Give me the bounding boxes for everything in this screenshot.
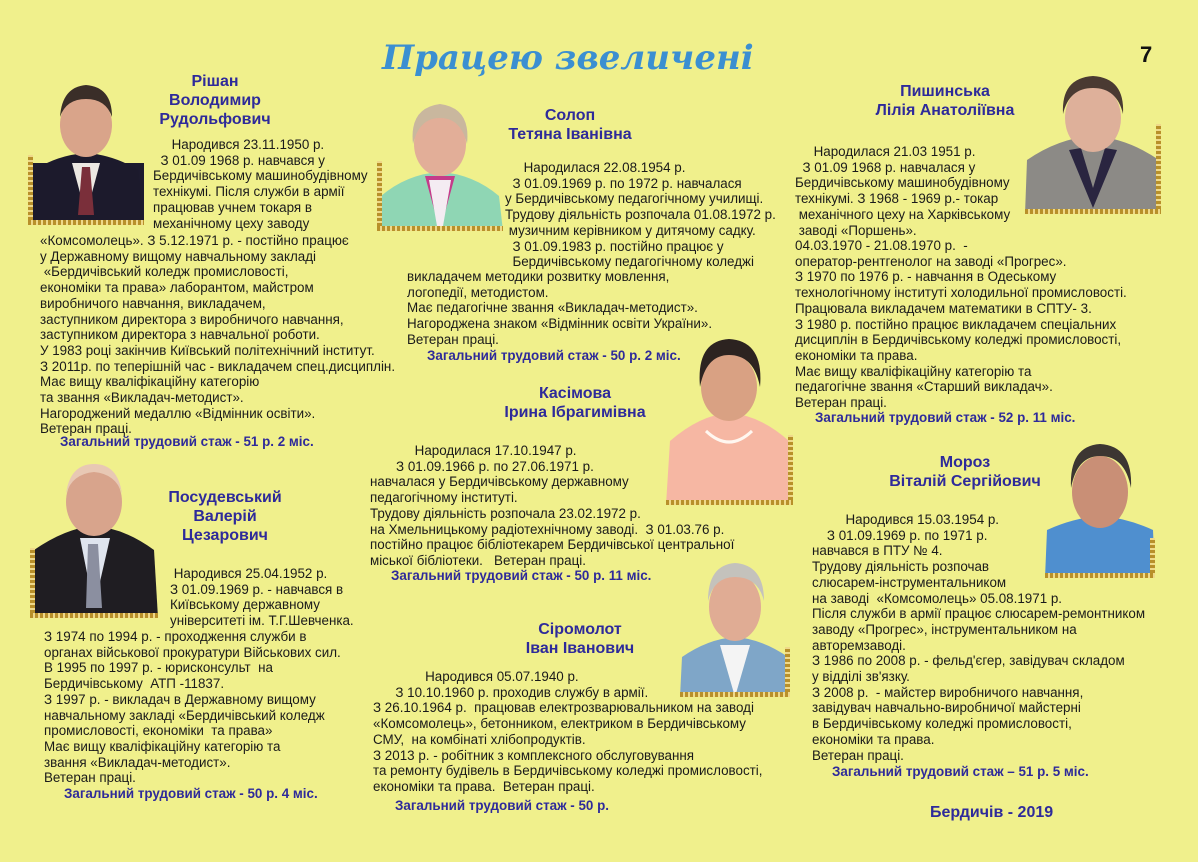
patronymic: Цезарович [182,527,268,544]
portrait-rishan [28,75,144,225]
work-experience-solop: Загальний трудовий стаж - 50 р. 2 міс. [427,348,681,363]
work-experience-kasimova: Загальний трудовий стаж - 50 р. 11 міс. [391,568,652,583]
work-experience-siromolot: Загальний трудовий стаж - 50 р. [395,798,610,813]
patronymic: Рудольфович [159,111,271,128]
bio-pyshynska: Народилася 21.03 1951 р. З 01.09 1968 р. навчалася у Бердичівському машинобудівному технікумі. З 1968 - 1969 р.- токар механічного цеху на Харківському заводі «Поршень». [795,144,1011,238]
bio-posudevsky: Народився 25.04.1952 р. З 01.09.1969 р. - навчався в Київському державному університеті ім. Т.Г.Шевченка. [170,566,354,629]
full-name: Віталій Сергійович [889,473,1041,490]
footer-city-year: Бердичів - 2019 [930,804,1054,821]
surname: Сіромолот [538,621,622,638]
bio-solop: Народилася 22.08.1954 р. З 01.09.1969 р. по 1972 р. навчалася у Бердичівському педагогічному училищі. Трудову діяльність розпочала 01.08.1972 р. музичним керівником у дитячому садку. З 01.09.1983 р. постійно працює у Бердичівському педагогічному коледжі [505,160,776,270]
bio-siromolot: Народився 05.07.1940 р. З 10.10.1960 р. проходив службу в армії. З 26.10.1964 р. працював електрозварювальником на заводі «Комсомолець», бетонником, електриком в Бердичівському СМУ, на комбінаті хлібопродуктів. З 2013 р. - робітник з комплексного обслуговування та ремонту будівель в Бердичівському коледжі промисловості, економіки та права. Ветеран праці. [373,669,763,794]
bio-rishan-cont: «Комсомолець». З 5.12.1971 р. - постійно працює у Державному вищому навчальному закладі «Бердичівський коледж промисловості, економіки та права» лаборантом, майстром виробничого навчання, викладачем, заступником директора з виробничого навчання, заступником директора з навчальної роботи. У 1983 році закінчив Київський політехнічний інститут. З 2011р. по теперішній час - викладачем спец.дисциплін. Має вищу кваліфікаційну категорію та звання «Викладач-методист». Нагороджений медаллю «Відмінник освіти». Ветеран праці. [40,233,396,437]
first-name: Володимир [169,92,261,109]
surname: Рішан [191,73,239,90]
person-name-siromolot [490,620,670,658]
person-name-pyshynska [860,82,1030,120]
bio-rishan: Народився 23.11.1950 р. З 01.09 1968 р. навчався у Бердичівському машинобудівному технікумі. Після служби в армії працював учнем токаря в механічному цеху заводу [153,137,368,231]
page-number: 7 [1140,42,1153,67]
surname: Солоп [544,107,596,124]
surname: Пишинська [900,83,990,100]
portrait-pyshynska [1025,68,1161,214]
page-title: Працею звеличені [382,38,754,78]
person-name-moroz [880,453,1050,491]
full-name: Лілія Анатоліївна [875,102,1015,119]
bio-solop-cont: викладачем методики розвитку мовлення, логопедії, методистом. Має педагогічне звання «Викладач-методист». Нагороджена знаком «Відмінник освіти України». Ветеран праці. [407,269,713,347]
bio-pyshynska-cont: 04.03.1970 - 21.08.1970 р. - оператор-рентгенолог на заводі «Прогрес». З 1970 по 1976 р. - навчання в Одеському технологічному інституті холодильної промисловості. Працювала викладачем математики в СПТУ- 3. З 1980 р. постійно працює викладачем спеціальних дисциплін в Бердичівському коледжі промисловості, економіки та права. Має вищу кваліфікаційну категорію та педагогічне звання «Старший викладач». Ветеран праці. [795,238,1127,411]
person-name-kasimova [490,384,660,422]
surname: Касімова [538,385,612,402]
portrait-solop [377,96,503,231]
full-name: Ірина Ібрагимівна [504,404,646,421]
work-experience-moroz: Загальний трудовий стаж – 51 р. 5 міс. [832,764,1089,779]
bio-kasimova: Народилася 17.10.1947 р. З 01.09.1966 р. по 27.06.1971 р. навчалася у Бердичівському державному педагогічному інституті. Трудову діяльність розпочала 23.02.1972 р. на Хмельницькому радіотехнічному заводі. З 01.03.76 р. постійно працює бібліотекарем Бердичівської центральної міської бібліотеки. Ветеран праці. [370,443,735,568]
full-name: Тетяна Іванівна [508,126,632,143]
bio-moroz: Народився 15.03.1954 р. З 01.09.1969 р. по 1971 р. навчався в ПТУ № 4. Трудову діяльність розпочав слюсарем-інструментальником на заводі «Комсомолець» 05.08.1971 р. Після служби в армії працює слюсарем-ремонтником заводу «Прогрес», інструментальником на авторемзаводі. З 1986 по 2008 р. - фельд'єгер, завідувач складом у відділі зв'язку. З 2008 р. - майстер виробничого навчання, завідувач навчально-виробничої майстерні в Бердичівському коледжі промисловості, економіки та права. Ветеран праці. [812,512,1146,763]
work-experience-rishan: Загальний трудовий стаж - 51 р. 2 міс. [60,434,314,449]
person-name-posudevsky [160,488,290,545]
person-name-rishan [140,72,290,129]
full-name: Іван Іванович [525,640,635,657]
person-name-solop [500,106,640,144]
first-name: Валерій [193,508,257,525]
surname: Посудевський [168,489,282,506]
work-experience-pyshynska: Загальний трудовий стаж - 52 р. 11 міс. [815,410,1076,425]
portrait-posudevsky [30,458,158,618]
work-experience-posudevsky: Загальний трудовий стаж - 50 р. 4 міс. [64,786,318,801]
bio-posudevsky-cont: З 1974 по 1994 р. - проходження служби в органах військової прокуратури Військових сил. В 1995 по 1997 р. - юрисконсульт на Бердичівському АТП -11837. З 1997 р. - викладач в Державному вищому навчальному закладі «Бердичівський коледж промисловості, економіки та права» Має вищу кваліфікаційну категорію та звання «Викладач-методист». Ветеран праці. [44,629,341,786]
surname: Мороз [939,454,991,471]
